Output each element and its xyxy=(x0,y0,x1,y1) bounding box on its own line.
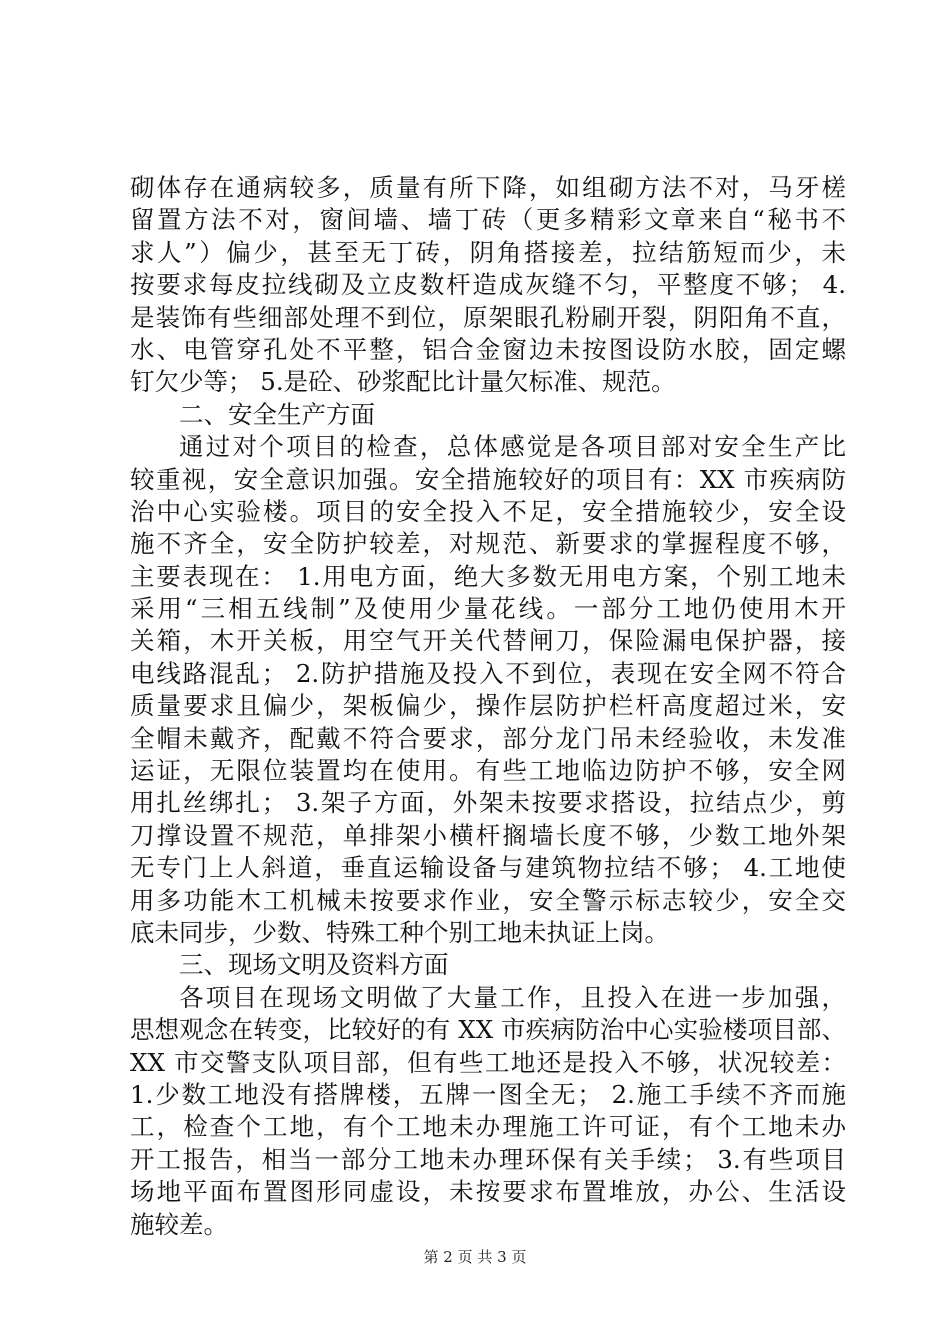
text-line: 运证，无限位装置均在使用。有些工地临边防护不够，安全网 xyxy=(130,756,846,786)
page-number: 第 2 页 共 3 页 xyxy=(423,1248,527,1266)
text-line: 关箱，木开关板，用空气开关代替闸刀，保险漏电保护器，接 xyxy=(130,626,846,656)
text-line: 采用“三相五线制”及使用少量花线。一部分工地仍使用木开 xyxy=(130,594,846,624)
document-body xyxy=(130,172,846,1241)
text-line: 是装饰有些细部处理不到位，原架眼孔粉刷开裂，阴阳角不直， xyxy=(130,302,846,332)
text-line: 开工报告，相当一部分工地未办理环保有关手续； 3.有些项目 xyxy=(130,1144,846,1174)
text-line: 主要表现在： 1.用电方面，绝大多数无用电方案，个别工地未 xyxy=(130,561,846,591)
text-line: 按要求每皮拉线砌及立皮数杆造成灰缝不匀，平整度不够； 4. xyxy=(130,270,846,300)
text-line: 1.少数工地没有搭牌楼，五牌一图全无； 2.施工手续不齐而施 xyxy=(130,1079,846,1109)
text-line: 施较差。 xyxy=(130,1209,228,1239)
text-line: 用扎丝绑扎； 3.架子方面，外架未按要求搭设，拉结点少，剪 xyxy=(130,788,846,818)
text-line: 底未同步，少数、特殊工种个别工地未执证上岗。 xyxy=(130,917,669,947)
text-line: 用多功能木工机械未按要求作业，安全警示标志较少，安全交 xyxy=(130,885,846,915)
text-line: 砌体存在通病较多，质量有所下降，如组砌方法不对，马牙槎 xyxy=(130,173,846,202)
text-line: 工，检查个工地，有个工地未办理施工许可证，有个工地未办 xyxy=(130,1112,846,1142)
text-line: 治中心实验楼。项目的安全投入不足，安全措施较少，安全设 xyxy=(130,496,846,526)
text-line: 各项目在现场文明做了大量工作，且投入在进一步加强， xyxy=(179,982,846,1012)
text-line: 求人”）偏少，甚至无丁砖，阴角搭接差，拉结筋短而少，未 xyxy=(130,237,846,267)
text-line: 全帽未戴齐，配戴不符合要求，部分龙门吊未经验收，未发准 xyxy=(130,723,846,753)
text-line: 思想观念在转变，比较好的有 XX 市疾病防治中心实验楼项目部、 xyxy=(130,1015,846,1045)
text-line: 电线路混乱； 2.防护措施及投入不到位，表现在安全网不符合 xyxy=(130,658,846,688)
text-line: 质量要求且偏少，架板偏少，操作层防护栏杆高度超过米，安 xyxy=(130,691,846,721)
section-heading: 三、现场文明及资料方面 xyxy=(179,950,449,980)
text-line: 通过对个项目的检查，总体感觉是各项目部对安全生产比 xyxy=(179,432,846,462)
text-line: 较重视，安全意识加强。安全措施较好的项目有：XX 市疾病防 xyxy=(130,464,846,494)
text-line: 留置方法不对，窗间墙、墙丁砖（更多精彩文章来自“秘书不 xyxy=(130,205,846,235)
section-heading: 二、安全生产方面 xyxy=(179,399,375,429)
text-line: 刀撑设置不规范，单排架小横杆搁墙长度不够，少数工地外架 xyxy=(130,820,846,850)
text-line: 施不齐全，安全防护较差，对规范、新要求的掌握程度不够， xyxy=(130,529,846,559)
text-line: 钉欠少等； 5.是砼、砂浆配比计量欠标准、规范。 xyxy=(130,367,676,397)
text-line: XX 市交警支队项目部，但有些工地还是投入不够，状况较差： xyxy=(130,1047,846,1077)
text-line: 无专门上人斜道，垂直运输设备与建筑物拉结不够； 4.工地使 xyxy=(130,853,846,883)
text-line: 场地平面布置图形同虚设，未按要求布置堆放，办公、生活设 xyxy=(130,1177,846,1207)
text-line: 水、电管穿孔处不平整，铝合金窗边未按图设防水胶，固定螺 xyxy=(130,334,846,364)
